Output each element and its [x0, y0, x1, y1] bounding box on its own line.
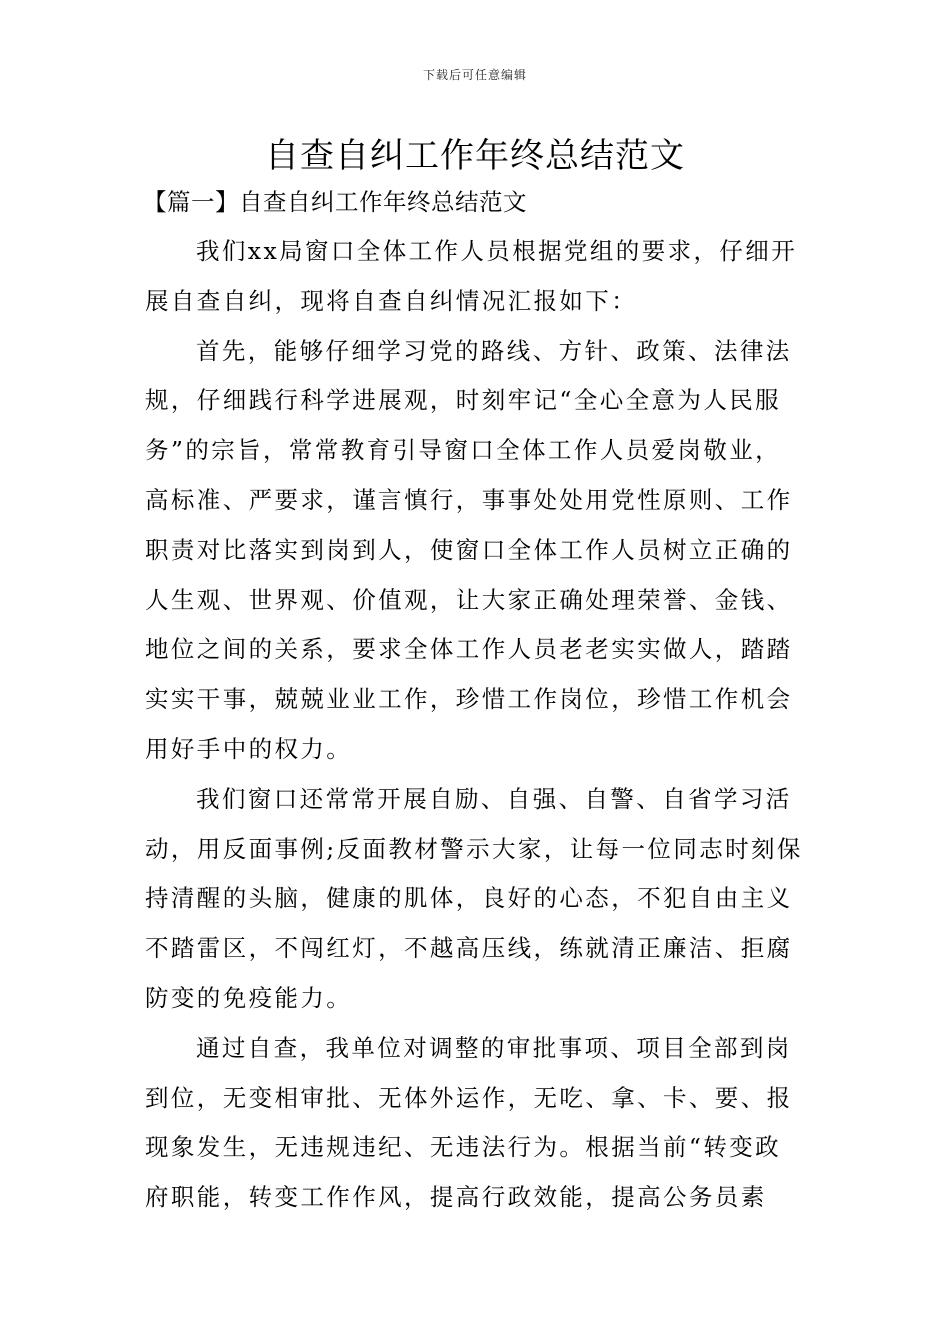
paragraph-line: 职责对比落实到岗到人，使窗口全体工作人员树立正确的 [145, 535, 793, 564]
paragraph-4 [145, 1024, 810, 1223]
paragraph-line: 首先，能够仔细学习党的路线、方针、政策、法律法 [196, 336, 792, 365]
paragraph-line: 动，用反面事例;反面教材警示大家，让每一位同志时刻保 [145, 834, 803, 863]
paragraph-2 [145, 327, 810, 775]
paragraph-line: 实实干事，兢兢业业工作，珍惜工作岗位，珍惜工作机会 [145, 685, 793, 714]
paragraph-line: 地位之间的关系，要求全体工作人员老老实实做人，踏踏 [145, 635, 793, 664]
header-note: 下载后可任意编辑 [422, 68, 527, 82]
paragraph-line: 到位，无变相审批、无体外运作，无吃、拿、卡、要、报 [145, 1083, 793, 1112]
paragraph-line: 高标准、严要求，谨言慎行，事事处处用党性原则、工作 [145, 485, 793, 514]
paragraph-line: 我们窗口还常常开展自励、自强、自警、自省学习活 [196, 784, 792, 813]
paragraph-line: 规，仔细践行科学进展观，时刻牢记“全心全意为人民服 [145, 386, 782, 415]
paragraph-line: 用好手中的权力。 [145, 734, 353, 763]
paragraph-line: 持清醒的头脑，健康的肌体，良好的心态，不犯自由主义 [145, 884, 793, 913]
document-title: 自查自纠工作年终总结范文 [265, 136, 685, 176]
paragraph-line: 防变的免疫能力。 [145, 983, 353, 1012]
paragraph-line: 我们xx局窗口全体工作人员根据党组的要求，仔细开 [196, 237, 798, 265]
paragraph-1 [145, 227, 810, 327]
paragraph-line: 人生观、世界观、价值观，让大家正确处理荣誉、金钱、 [145, 585, 793, 614]
paragraph-line: 通过自查，我单位对调整的审批事项、项目全部到岗 [196, 1033, 792, 1062]
section-heading: 【篇一】自查自纠工作年终总结范文 [143, 188, 527, 216]
document-body [145, 227, 810, 1223]
paragraph-line: 展自查自纠，现将自查自纠情况汇报如下： [145, 286, 638, 315]
paragraph-3 [145, 775, 810, 1024]
paragraph-line: 不踏雷区，不闯红灯，不越高压线，练就清正廉洁、拒腐 [145, 934, 793, 963]
paragraph-line: 务”的宗旨，常常教育引导窗口全体工作人员爱岗敬业， [145, 436, 782, 465]
paragraph-line: 府职能，转变工作作风，提高行政效能，提高公务员素 [145, 1183, 767, 1212]
paragraph-line: 现象发生，无违规违纪、无违法行为。根据当前“转变政 [145, 1133, 782, 1162]
